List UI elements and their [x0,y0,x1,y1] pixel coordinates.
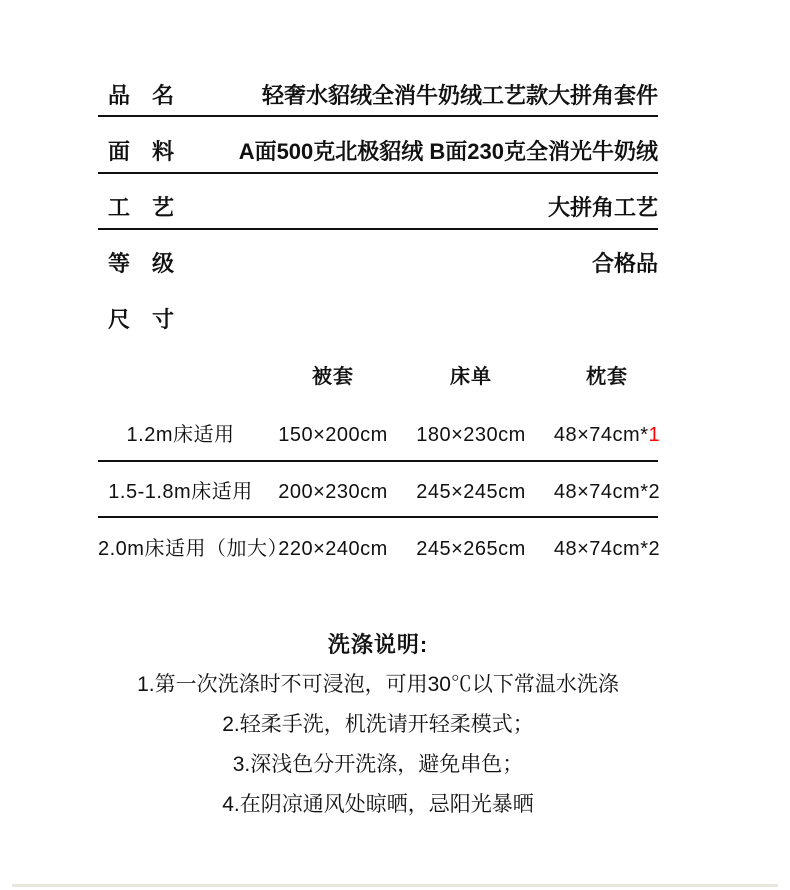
spec-label-char: 艺 [151,195,174,220]
washing-instruction: 2.轻柔手洗，机洗请开轻柔模式； [222,713,534,736]
pillow-qty: 2 [648,538,661,560]
spec-label-size [108,307,174,333]
spec-value-product-name: 轻奢水貂绒全消牛奶绒工艺款大拼角套件 [261,83,658,108]
spec-label-char: 级 [151,251,174,276]
spec-label-fabric [108,139,174,165]
spec-label-char: 面 [108,139,131,164]
table-cell-pillow [539,479,675,505]
spec-label-char: 名 [151,83,174,108]
spec-row-size [98,307,658,333]
washing-instruction: 1.第一次洗涤时不可浸泡，可用30℃以下常温水洗涤 [137,673,619,696]
table-cell-sheet: 180×230cm [416,424,526,446]
spec-row-grade [98,251,658,277]
spec-label-product-name [108,83,174,109]
divider-line [98,460,658,462]
table-cell-quilt: 220×240cm [278,538,388,560]
pillow-size-text: 48×74cm* [553,538,649,560]
table-header-quilt-cover: 被套 [312,366,354,388]
spec-row-fabric [98,139,658,165]
table-cell-sheet: 245×245cm [416,481,526,503]
spec-value-craft: 大拼角工艺 [547,195,658,220]
table-cell-pillow [539,422,675,448]
spec-label-char: 寸 [151,307,174,332]
divider-line [98,516,658,518]
table-row-label: 2.0m床适用（加大） [98,538,288,560]
spec-label-grade [108,251,174,277]
spec-label-char: 尺 [108,307,131,332]
table-cell-quilt: 150×200cm [278,424,388,446]
table-cell-sheet: 245×265cm [416,538,526,560]
washing-title: 洗涤说明: [327,632,429,657]
table-header-bed-sheet: 床单 [450,366,492,388]
table-row-label: 1.5-1.8m床适用 [108,481,253,503]
divider-line [98,172,658,174]
spec-label-char: 料 [151,139,174,164]
spec-label-char: 等 [108,251,131,276]
washing-instruction: 4.在阴凉通风处晾晒，忌阳光暴晒 [222,793,534,816]
pillow-size-text: 48×74cm* [553,481,649,503]
pillow-qty: 2 [648,481,661,503]
spec-row-product-name [98,83,658,109]
washing-instruction: 3.深浅色分开洗涤，避免串色； [232,753,524,776]
spec-row-craft [98,195,658,221]
table-header-pillowcase: 枕套 [586,366,628,388]
spec-value-grade: 合格品 [591,251,658,276]
divider-line [98,228,658,230]
table-cell-quilt: 200×230cm [278,481,388,503]
pillow-qty-highlight: 1 [648,424,661,446]
spec-value-fabric: A面500克北极貂绒 B面230克全消光牛奶绒 [238,139,658,164]
pillow-size-text: 48×74cm* [553,424,649,446]
spec-label-char: 品 [108,83,131,108]
table-cell-pillow [539,536,675,562]
bottom-separator-line [12,884,778,887]
spec-label-char: 工 [108,195,131,220]
table-row-label: 1.2m床适用 [126,424,235,446]
divider-line [98,115,658,117]
spec-label-craft [108,195,174,221]
